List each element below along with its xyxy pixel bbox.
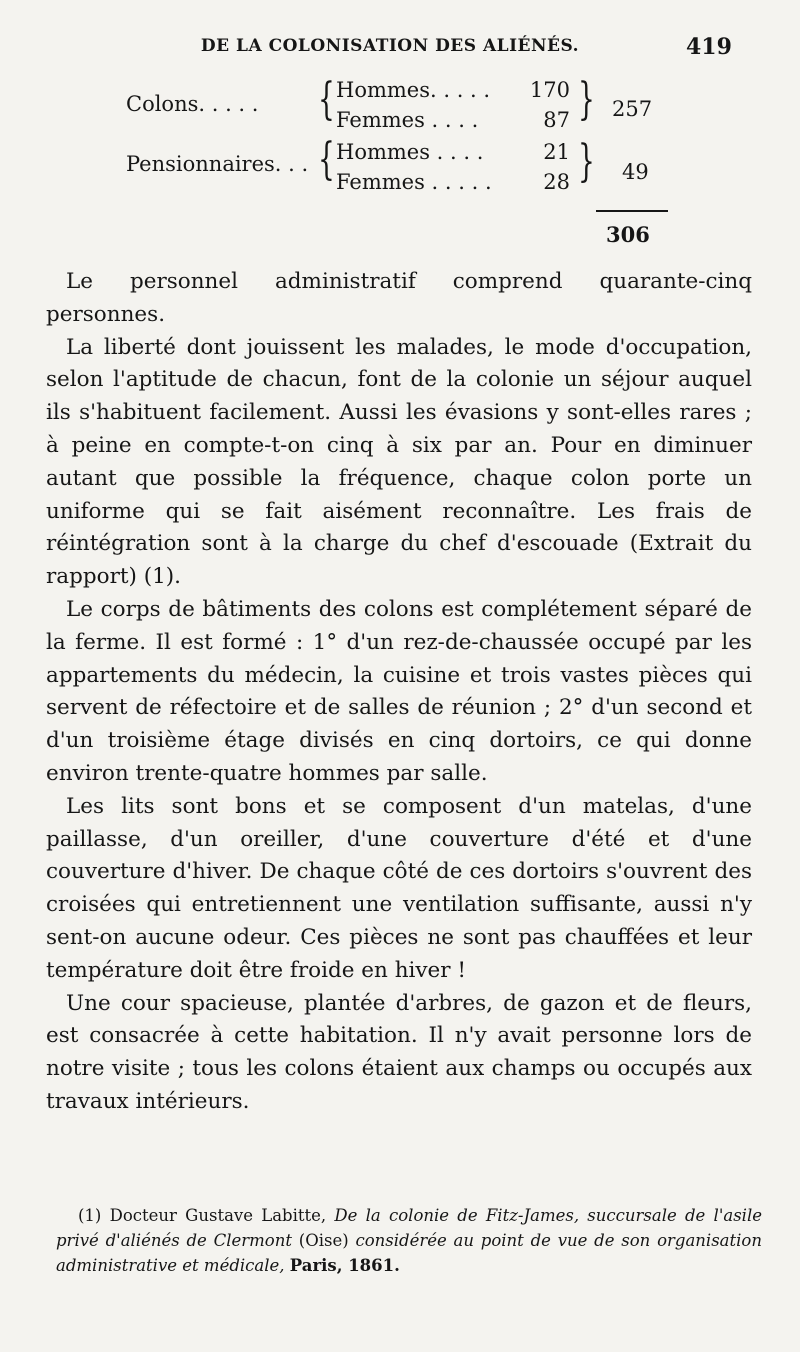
body-text xyxy=(46,266,752,1119)
census-group-label: Pensionnaires. . . xyxy=(126,152,309,176)
census-row-label: Hommes . . . . xyxy=(336,140,484,164)
census-group-label: Colons. . . . . xyxy=(126,92,259,116)
paragraph: Le personnel administratif comprend quarante-cinq personnes. xyxy=(46,269,752,327)
census-total: 306 xyxy=(606,222,650,247)
running-head: DE LA COLONISATION DES ALIÉNÉS. xyxy=(200,36,580,56)
footnote-place: (Oise) xyxy=(298,1231,349,1250)
page-number: 419 xyxy=(686,34,732,60)
paragraph: La liberté dont jouissent les malades, le mode d'occupation, selon l'aptitude de chacun, font de la colonie un séjour auquel ils s'habituent facilement. Aussi les évasions y sont-elles rares ; à peine en compte-t-on cinq à six par an. Pour en diminuer autant que possible la fréquence, chaque colon porte un uniforme qui se fait aisément reconnaître. Les frais de réintégration sont à la charge du chef d'escouade (Extrait du rapport) (1). xyxy=(46,334,752,590)
census-table xyxy=(0,0,800,260)
census-subtotal: 49 xyxy=(622,160,649,184)
census-brace: { xyxy=(318,74,335,125)
census-brace: { xyxy=(318,134,335,185)
census-row-label: Femmes . . . . xyxy=(336,108,479,132)
footnote-subtitle: considérée au point de vue de son organisation administrative et médicale, xyxy=(56,1231,762,1275)
paragraph: Les lits sont bons et se composent d'un matelas, d'une paillasse, d'un oreiller, d'une couverture d'été et d'une couverture d'hiver. De chaque côté de ces dortoirs s'ouvrent des croisées qui entretiennent une ventilation suffisante, aussi n'y sent-on aucune odeur. Ces pièces ne sont pas chauffées et leur température doit être froide en hiver ! xyxy=(46,793,752,983)
footnote-imprint: Paris, 1861. xyxy=(289,1256,400,1275)
census-subtotal: 257 xyxy=(612,97,653,121)
footnote-marker: (1) xyxy=(78,1206,102,1225)
census-row-label: Hommes. . . . . xyxy=(336,78,491,102)
footnote-title: De la colonie de Fitz-James, succursale de l'asile privé d'aliénés de Clermont xyxy=(56,1206,762,1250)
paragraph: Le corps de bâtiments des colons est complétement séparé de la ferme. Il est formé : 1° d'un rez-de-chaussée occupé par les appartements du médecin, la cuisine et trois vastes pièces qui servent de réfectoire et de salles de réunion ; 2° d'un second et d'un troisième étage divisés en cinq dortoirs, ce qui donne environ trente-quatre hommes par salle. xyxy=(46,596,752,786)
footnote-author: Docteur Gustave Labitte, xyxy=(109,1206,327,1225)
census-row-value: 87 xyxy=(543,108,570,132)
census-row-label: Femmes . . . . . xyxy=(336,170,492,194)
total-rule xyxy=(596,210,668,212)
paragraph: Une cour spacieuse, plantée d'arbres, de gazon et de fleurs, est consacrée à cette habitation. Il n'y avait personne lors de notre visite ; tous les colons étaient aux champs ou occupés aux travaux intérieurs. xyxy=(46,990,752,1114)
census-row-value: 28 xyxy=(543,170,570,194)
census-closing-brace: } xyxy=(578,136,595,187)
census-closing-brace: } xyxy=(578,74,595,125)
census-row-value: 170 xyxy=(529,78,570,102)
footnote xyxy=(56,1203,762,1278)
census-row-value: 21 xyxy=(543,140,570,164)
